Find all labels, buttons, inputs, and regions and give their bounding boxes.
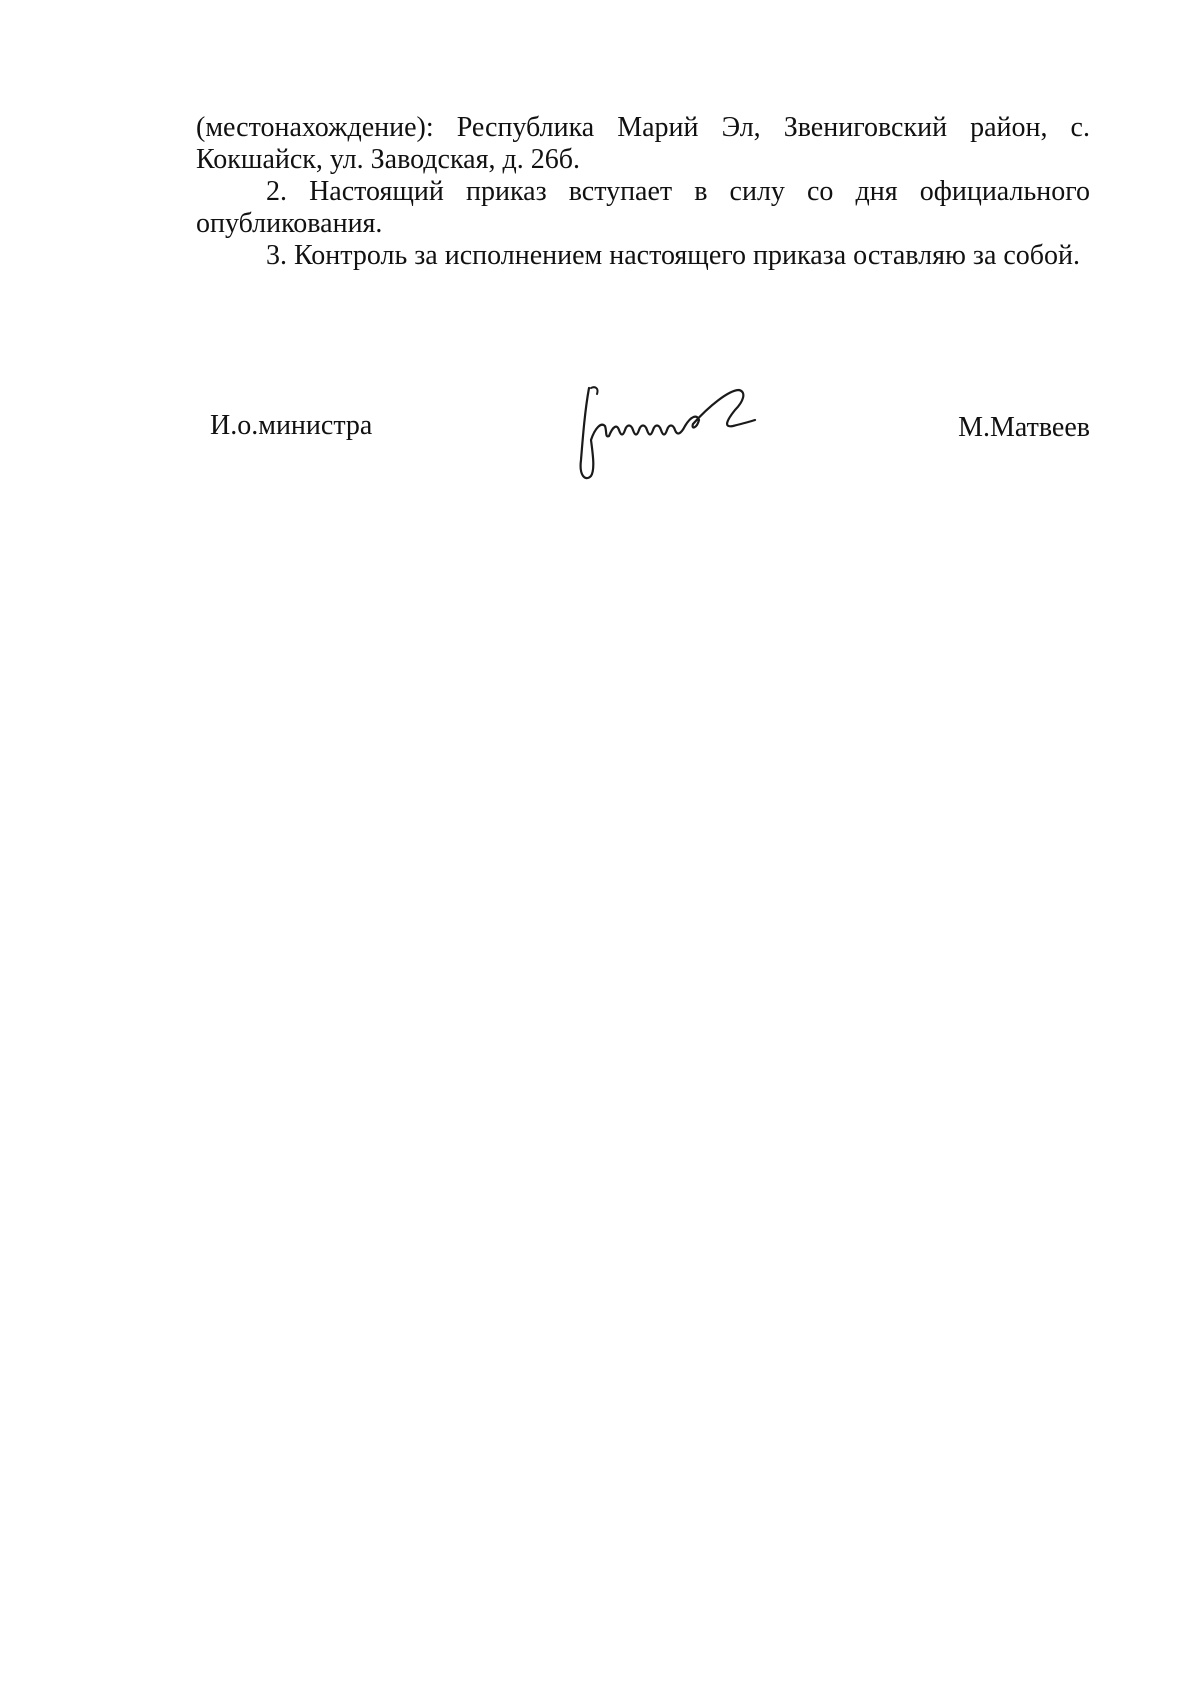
- document-body: [196, 112, 1090, 272]
- signatory-name: М.Матвеев: [958, 412, 1090, 443]
- clause-2-paragraph: 2. Настоящий приказ вступает в силу со дня официального опубликования.: [196, 176, 1090, 239]
- signature-block: [196, 380, 1090, 500]
- clause-3-paragraph: 3. Контроль за исполнением настоящего приказа оставляю за собой.: [266, 240, 1081, 271]
- signatory-title: И.о.министра: [210, 410, 373, 441]
- address-paragraph: (местонахождение): Республика Марий Эл, Звениговский район, с. Кокшайск, ул. Заводская, д. 26б.: [196, 112, 1090, 175]
- handwritten-signature: [561, 380, 781, 490]
